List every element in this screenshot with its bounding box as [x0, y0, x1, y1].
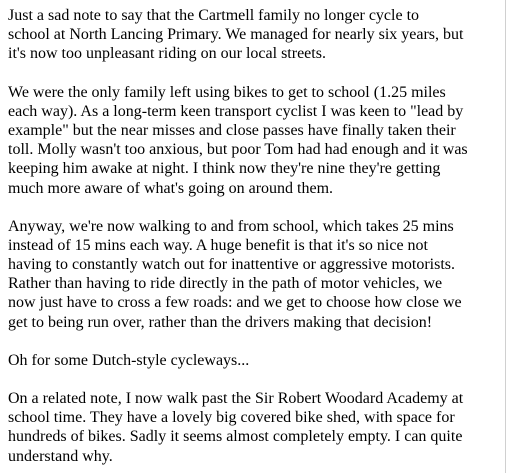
paragraph-intro [8, 6, 505, 64]
text-line: On a related note, I now walk past the Sir Robert Woodard Academy at [8, 390, 464, 407]
paragraph-only-family [8, 83, 505, 198]
text-line: each way). As a long-term keen transport cyclist I was keen to "lead by [8, 102, 464, 120]
text-line: Anyway, we're now walking to and from school, which takes 25 mins [8, 217, 454, 235]
text-line: much more aware of what's going on around them. [8, 179, 334, 197]
text-line: We were the only family left using bikes to get to school (1.25 miles [8, 83, 446, 101]
text-line: hundreds of bikes. Sadly it seems almost completely empty. I can quite [8, 428, 463, 446]
text-line: Rather than having to ride directly in the path of motor vehicles, we [8, 275, 443, 293]
text-line: Just a sad note to say that the Cartmell family no longer cycle to [8, 7, 420, 24]
text-line: example" but the near misses and close passes have finally taken their [8, 121, 456, 139]
text-line: get to being run over, rather than the drivers making that decision! [8, 313, 433, 331]
text-line: Oh for some Dutch-style cycleways... [8, 351, 250, 369]
text-line: keeping him awake at night. I think now they're nine they're getting [8, 160, 441, 178]
paragraph-walking [8, 217, 505, 332]
paragraph-dutch-cycleways [8, 351, 505, 370]
text-line: school at North Lancing Primary. We managed for nearly six years, but [8, 26, 464, 44]
text-line: school time. They have a lovely big covered bike shed, with space for [8, 409, 455, 427]
text-line: having to constantly watch out for inattentive or aggressive motorists. [8, 256, 456, 274]
text-line: toll. Molly wasn't too anxious, but poor Tom had had enough and it was [8, 141, 468, 159]
text-line: it's now too unpleasant riding on our local streets. [8, 45, 326, 63]
text-line: now just have to cross a few roads: and we get to choose how close we [8, 294, 462, 312]
text-line: instead of 15 mins each way. A huge benefit is that it's so nice not [8, 236, 428, 254]
paragraph-academy [8, 389, 505, 466]
text-line: understand why. [8, 447, 113, 465]
